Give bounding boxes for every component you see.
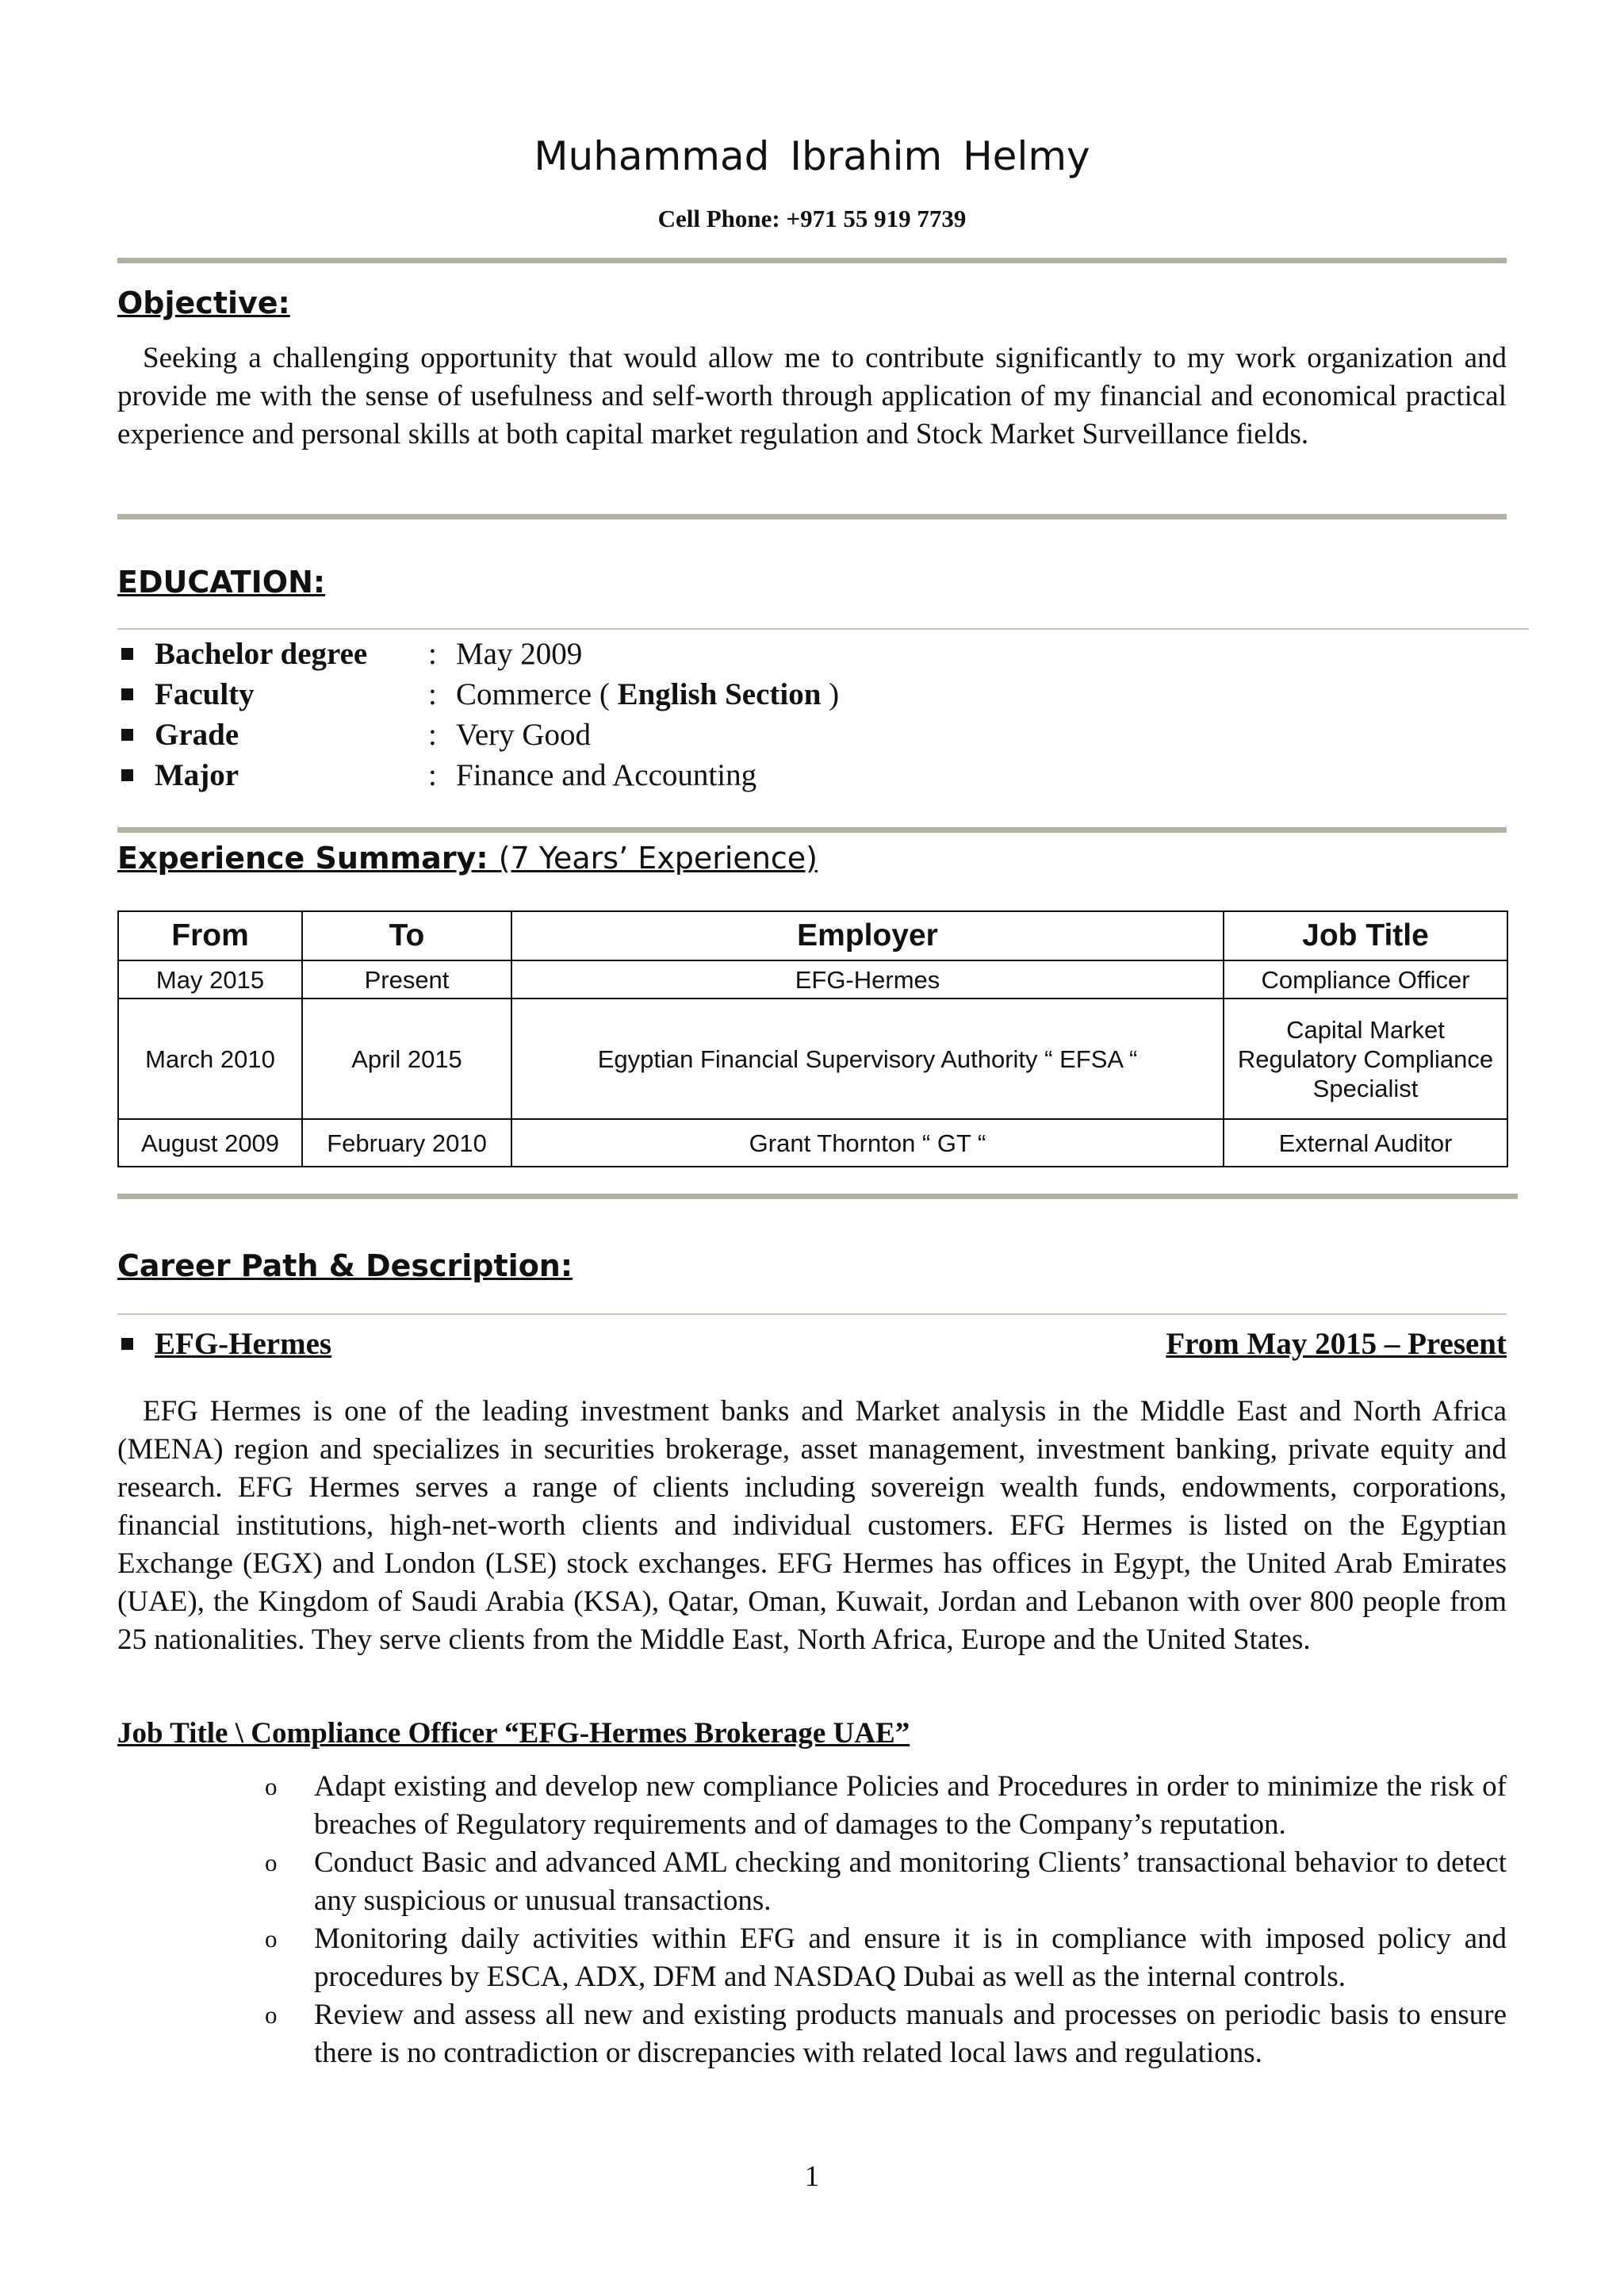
- column-header: Employer: [511, 911, 1224, 960]
- education-heading: EDUCATION:: [117, 565, 326, 600]
- education-colon: :: [428, 637, 437, 671]
- education-item: [117, 677, 1507, 717]
- career-heading: Career Path & Description:: [117, 1248, 573, 1283]
- column-header: To: [302, 911, 511, 960]
- section-divider: [117, 1194, 1518, 1199]
- to-cell: February 2010: [302, 1119, 511, 1167]
- duties-list: [117, 1768, 1507, 2072]
- square-bullet-icon: [121, 1338, 133, 1350]
- square-bullet-icon: [121, 729, 133, 741]
- experience-years: (7 Years’ Experience): [498, 841, 818, 876]
- education-item: [117, 757, 1507, 798]
- faculty-section: English Section: [617, 677, 822, 711]
- experience-title: Experience Summary:: [117, 841, 488, 876]
- employer-cell: EFG-Hermes: [511, 960, 1224, 999]
- circle-bullet-icon: o: [265, 2001, 278, 2029]
- square-bullet-icon: [121, 688, 133, 700]
- list-item: [117, 1920, 1507, 1996]
- education-value: Finance and Accounting: [456, 758, 757, 792]
- list-item: [117, 1844, 1507, 1920]
- company-name: EFG-Hermes: [155, 1327, 332, 1361]
- from-cell: May 2015: [118, 960, 302, 999]
- section-divider: [117, 258, 1507, 263]
- career-underline: [117, 1313, 1507, 1315]
- job-title-cell: Compliance Officer: [1224, 960, 1507, 999]
- from-cell: March 2010: [118, 999, 302, 1119]
- table-row: [118, 960, 1507, 999]
- education-value: Very Good: [456, 718, 592, 752]
- faculty-close: ): [829, 677, 840, 711]
- square-bullet-icon: [121, 648, 133, 660]
- education-colon: :: [428, 677, 437, 711]
- education-label: Major: [155, 758, 239, 792]
- list-item: [117, 1768, 1507, 1844]
- table-row: [118, 999, 1507, 1119]
- duty-text: Review and assess all new and existing products manuals and processes on periodic basis to ensure there is no contradiction or discrepancies with related local laws and regulations.: [314, 1999, 1507, 2069]
- education-label: Faculty: [155, 677, 255, 711]
- education-colon: :: [428, 758, 437, 792]
- objective-text: Seeking a challenging opportunity that would allow me to contribute significantly to my work organization and provide me with the sense of usefulness and self-worth through application of my financial and economical practical experience and personal skills at both capital market regulation and Stock Market Surveillance fields.: [117, 342, 1507, 450]
- company-description: EFG Hermes is one of the leading investment banks and Market analysis in the Middle East and North Africa (MENA) region and specializes in securities brokerage, asset management, investment banking, private equity and research. EFG Hermes serves a range of clients including sovereign wealth funds, endowments, corporations, financial institutions, high-net-worth clients and individual customers. EFG Hermes is listed on the Egyptian Exchange (EGX) and London (LSE) stock exchanges. EFG Hermes has offices in Egypt, the United Arab Emirates (UAE), the Kingdom of Saudi Arabia (KSA), Qatar, Oman, Kuwait, Jordan and Lebanon with over 800 people from 25 nationalities. They serve clients from the Middle East, North Africa, Europe and the United States.: [117, 1395, 1507, 1656]
- job-title-cell: External Auditor: [1224, 1119, 1507, 1167]
- cell-phone: Cell Phone: +971 55 919 7739: [657, 205, 967, 232]
- section-divider: [117, 514, 1507, 519]
- circle-bullet-icon: o: [265, 1849, 278, 1876]
- education-list: [117, 636, 1507, 798]
- to-cell: Present: [302, 960, 511, 999]
- education-value: [456, 677, 839, 712]
- square-bullet-icon: [121, 769, 133, 781]
- faculty-value: Commerce (: [456, 677, 610, 711]
- education-value: May 2009: [456, 637, 583, 671]
- education-item: [117, 717, 1507, 757]
- candidate-name: Muhammad Ibrahim Helmy: [534, 133, 1090, 179]
- from-cell: August 2009: [118, 1119, 302, 1167]
- employer-cell: Egyptian Financial Supervisory Authority “ EFSA “: [511, 999, 1224, 1119]
- duty-text: Conduct Basic and advanced AML checking and monitoring Clients’ transactional behavior to detect any suspicious or unusual transactions.: [314, 1846, 1507, 1917]
- education-item: [117, 636, 1507, 677]
- job-title-heading: Job Title \ Compliance Officer “EFG-Hermes Brokerage UAE”: [117, 1717, 910, 1750]
- objective-heading: Objective:: [117, 286, 290, 320]
- employer-cell: Grant Thornton “ GT “: [511, 1119, 1224, 1167]
- job-title-cell: Capital Market Regulatory Compliance Specialist: [1224, 999, 1507, 1119]
- experience-table: [117, 910, 1508, 1167]
- section-divider: [117, 827, 1507, 833]
- circle-bullet-icon: o: [265, 1773, 278, 1800]
- employment-dates: From May 2015 – Present: [1166, 1327, 1507, 1361]
- circle-bullet-icon: o: [265, 1925, 278, 1953]
- table-row: [118, 1119, 1507, 1167]
- education-label: Bachelor degree: [155, 637, 368, 671]
- column-header: From: [118, 911, 302, 960]
- education-colon: :: [428, 718, 437, 752]
- duty-text: Adapt existing and develop new compliance Policies and Procedures in order to minimize the risk of breaches of Regulatory requirements and of damages to the Company’s reputation.: [314, 1770, 1507, 1841]
- education-label: Grade: [155, 718, 239, 752]
- column-header: Job Title: [1224, 911, 1507, 960]
- duty-text: Monitoring daily activities within EFG and ensure it is in compliance with imposed policy and procedures by ESCA, ADX, DFM and NASDAQ Dubai as well as the internal controls.: [314, 1922, 1507, 1993]
- list-item: [117, 1996, 1507, 2072]
- to-cell: April 2015: [302, 999, 511, 1119]
- table-header-row: [118, 911, 1507, 960]
- experience-heading: [117, 841, 818, 876]
- education-underline: [117, 628, 1529, 630]
- page-number: 1: [804, 2160, 820, 2193]
